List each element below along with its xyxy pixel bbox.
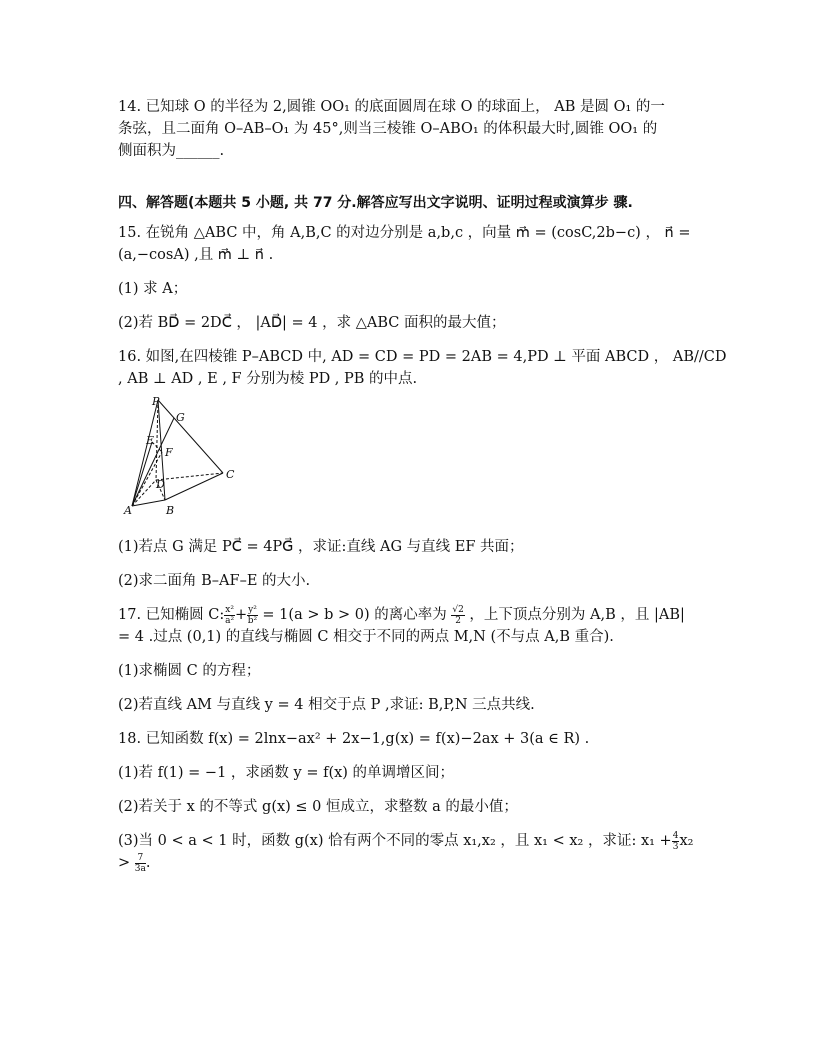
q18-part-1: (1)若 f(1) = −1 ，求函数 y = f(x) 的单调增区间； bbox=[118, 765, 455, 781]
q18-part-3 bbox=[118, 830, 698, 852]
q16-part-1: (1)若点 G 满足 PC⃗ = 4PG⃗ ，求证:直线 AG 与直线 EF 共面； bbox=[118, 539, 524, 555]
pyramid-figure bbox=[118, 394, 698, 518]
q15-line-2: (a,−cosA) ,且 m⃗ ⊥ n⃗ . bbox=[118, 247, 274, 263]
q14-line-1: 14. 已知球 O 的半径为 2,圆锥 OO₁ 的底面圆周在球 O 的球面上， AB 是圆 O₁ 的一 bbox=[118, 99, 665, 115]
q17-part-2: (2)若直线 AM 与直线 y = 4 相交于点 P ,求证: B,P,N 三点共线. bbox=[118, 697, 535, 713]
q17-part-1: (1)求椭圆 C 的方程； bbox=[118, 663, 261, 679]
question-15 bbox=[118, 222, 698, 334]
q18-part-3-cont bbox=[118, 852, 698, 874]
question-16 bbox=[118, 346, 727, 592]
q16-part-2: (2)求二面角 B–AF–E 的大小. bbox=[118, 573, 311, 589]
label-D: D bbox=[156, 478, 165, 491]
q18-gt: > bbox=[118, 855, 131, 871]
question-14 bbox=[118, 96, 698, 162]
pyramid-diagram bbox=[118, 394, 258, 518]
q15-part-1: (1) 求 A； bbox=[118, 281, 188, 297]
section-heading: 四、解答题(本题共 5 小题, 共 77 分.解答应写出文字说明、证明过程或演算步 骤. bbox=[118, 195, 633, 211]
q17-line-2: = 4 .过点 (0,1) 的直线与椭圆 C 相交于不同的两点 M,N (不与点 A,B 重合). bbox=[118, 629, 614, 645]
label-E: E bbox=[146, 434, 155, 447]
q17-text-b: = 1(a > b > 0) 的离心率为 bbox=[262, 607, 447, 623]
q17-text-a: 17. 已知椭圆 C: bbox=[118, 607, 225, 623]
fraction-x2-a2: $\frac{\text{x²}}{\text{a²}}$ bbox=[225, 604, 235, 626]
label-F: F bbox=[165, 446, 173, 459]
q14-line-3: 侧面积为______. bbox=[118, 143, 225, 159]
q16-line-2: , AB ⊥ AD , E , F 分别为棱 PD , PB 的中点. bbox=[118, 371, 418, 387]
q18-part-3-text: (3)当 0 < a < 1 时，函数 g(x) 恰有两个不同的零点 x₁,x₂ ，且 x₁ < x₂ ，求证: x₁ + bbox=[118, 833, 672, 849]
q17-plus: + bbox=[234, 607, 248, 623]
label-P: P bbox=[152, 395, 160, 408]
label-B: B bbox=[166, 504, 175, 517]
q18-line-1: 18. 已知函数 f(x) = 2lnx−ax² + 2x−1,g(x) = f(x)−2ax + 3(a ∈ R) . bbox=[118, 731, 590, 747]
q18-x2: x₂ bbox=[679, 833, 694, 849]
q18-period: . bbox=[145, 855, 151, 871]
q17-line-1 bbox=[118, 604, 698, 626]
document-page bbox=[118, 96, 727, 874]
fraction-7-3a: $\frac{7}{3a}$ bbox=[134, 852, 146, 874]
q16-line-1: 16. 如图,在四棱锥 P–ABCD 中, AD = CD = PD = 2AB = 4,PD ⊥ 平面 ABCD ， AB//CD bbox=[118, 349, 727, 365]
label-C: C bbox=[226, 468, 235, 481]
question-18 bbox=[118, 728, 698, 874]
fraction-sqrt2-2: $\frac{√2}{2}$ bbox=[452, 604, 464, 626]
q15-part-2: (2)若 BD⃗ = 2DC⃗ ， |AD⃗| = 4 ，求 △ABC 面积的最大值； bbox=[118, 315, 506, 331]
q15-line-1: 15. 在锐角 △ABC 中，角 A,B,C 的对边分别是 a,b,c ，向量 m⃗ = (cosC,2b−c) ， n⃗ = bbox=[118, 225, 691, 241]
label-A: A bbox=[124, 504, 132, 517]
fraction-4-3: $\frac{4}{3}$ bbox=[672, 830, 679, 852]
question-17 bbox=[118, 604, 698, 716]
label-G: G bbox=[176, 411, 185, 424]
q18-part-2: (2)若关于 x 的不等式 g(x) ≤ 0 恒成立，求整数 a 的最小值； bbox=[118, 799, 518, 815]
fraction-y2-b2: $\frac{\text{y²}}{\text{b²}}$ bbox=[247, 604, 258, 626]
q14-line-2: 条弦，且二面角 O–AB–O₁ 为 45°,则当三棱锥 O–ABO₁ 的体积最大时,圆锥 OO₁ 的 bbox=[118, 121, 658, 137]
q17-text-c: ，上下顶点分别为 A,B ，且 |AB| bbox=[469, 607, 685, 623]
